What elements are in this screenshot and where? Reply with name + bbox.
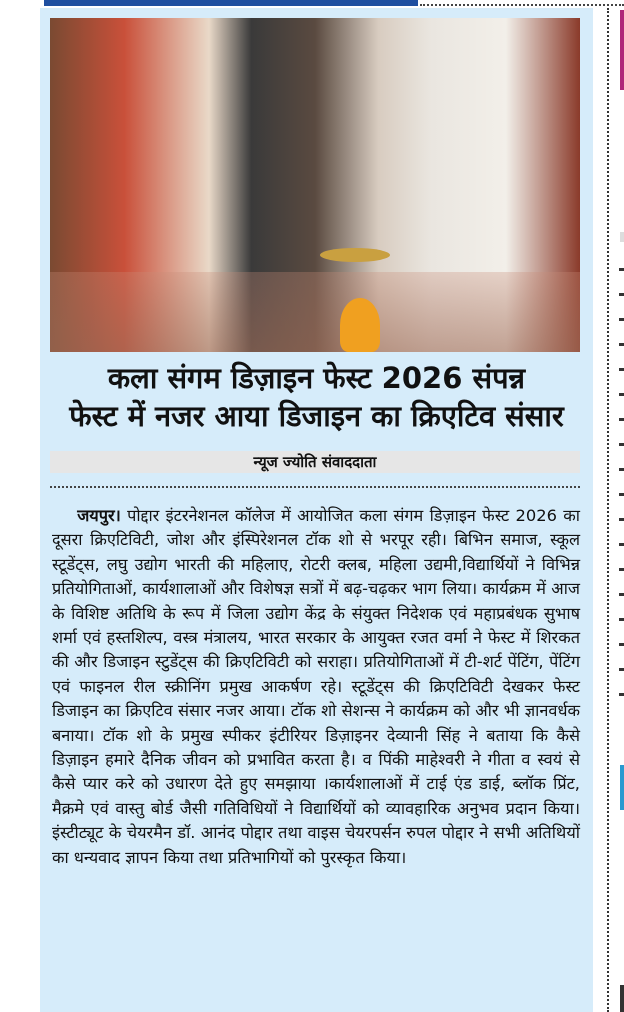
adjacent-text-fragment xyxy=(619,293,624,296)
event-photo xyxy=(50,18,580,352)
byline-divider xyxy=(50,486,580,488)
adjacent-text-fragment xyxy=(619,693,624,696)
dateline: जयपुर। xyxy=(77,506,121,525)
adjacent-story-photo xyxy=(620,985,624,1012)
adjacent-text-fragment xyxy=(619,468,624,471)
adjacent-text-fragment xyxy=(619,318,624,321)
article-body xyxy=(52,504,580,870)
headline: कला संगम डिज़ाइन फेस्ट 2026 संपन्न xyxy=(107,361,526,395)
lamp-icon xyxy=(320,248,390,262)
adjacent-text-fragment xyxy=(619,543,624,546)
adjacent-text-fragment xyxy=(619,493,624,496)
article-text: पोद्दार इंटरनेशनल कॉलेज में आयोजित कला संगम डिज़ाइन फेस्ट 2026 का दूसरा क्रिएटिविटी, जोश और इंस्पिरेशनल टॉक शो से भरपूर रही। बिभिन समाज, स्कूल स्टूडेंट्स, लघु उद्योग भारती की महिलाए, रोटरी क्लब, महिला उद्यमी,विद्यार्थियों ने विभिन्न प्रतियोगिताओं, कार्यशालाओं और विशेषज्ञ सत्रों में बढ़-चढ़कर भाग लिया। कार्यक्रम में आज के विशिष्ट अतिथि के रूप में जिला उद्योग केंद्र के संयुक्त निदेशक एवं महाप्रबंधक सुभाष शर्मा एवं हस्तशिल्प, वस्त्र मंत्रालय, भारत सरकार के आयुक्त रजत वर्मा ने फेस्ट में शिरकत की और डिजाइन स्टुडेंट्स की क्रिएटिविटी को सराहा। प्रतियोगिताओं में टी-शर्ट पेंटिंग, पेंटिंग एवं फाइनल रील स्क्रीनिंग प्रमुख आकर्षण रहे। स्टूडेंट्स की क्रिएटिविटी देखकर फेस्ट डिजाइन का क्रिएटिव संसार नजर आया। टॉक शो सेशन्स ने कार्यक्रम को और भी ज्ञानवर्धक बनाया। टॉक शो के प्रमुख स्पीकर इंटीरियर डिज़ाइनर देव्यानी सिंह ने बताया कि कैसे डिज़ाइन हमारे दैनिक जीवन को प्रभावित करता है। व पिंकी माहेश्वरी ने गीता व स्वयं से कैसे प्यार करे को उधारण देते हुए समझाया ।कार्यशालाओं में टाई एंड डाई, ब्लॉक प्रिंट, मैक्रमे एवं वास्तु बोर्ड जैसी गतिविधियों ने विद्यार्थियों को व्यावहारिक अनुभव प्रदान किया। इंस्टीट्यूट के चेयरमैन डॉ. आनंद पोद्दार तथा वाइस चेयरपर्सन रुपल पोद्दार ने सभी अतिथियों का धन्यवाद ज्ञापन किया तथा प्रतिभागियों को पुरस्कृत किया। xyxy=(52,506,580,867)
adjacent-text-fragment xyxy=(619,518,624,521)
adjacent-text-fragment xyxy=(619,643,624,646)
adjacent-text-fragment xyxy=(619,593,624,596)
news-story xyxy=(40,8,593,1012)
adjacent-text-fragment xyxy=(619,443,624,446)
byline: न्यूज ज्योति संवाददाता xyxy=(50,451,580,473)
adjacent-text-fragment xyxy=(619,618,624,621)
adjacent-text-fragment xyxy=(619,268,624,271)
photo-floor xyxy=(50,272,580,352)
adjacent-text-fragment xyxy=(619,393,624,396)
section-top-bar xyxy=(44,0,418,6)
adjacent-text-fragment xyxy=(619,668,624,671)
adjacent-text-fragment xyxy=(619,368,624,371)
adjacent-story-box xyxy=(620,765,624,810)
subheadline: फेस्ट में नजर आया डिजाइन का क्रिएटिव संसार xyxy=(69,399,564,433)
adjacent-story-byline xyxy=(620,232,624,242)
flower-decoration xyxy=(340,298,380,352)
adjacent-text-fragment xyxy=(619,568,624,571)
adjacent-text-fragment xyxy=(619,343,624,346)
adjacent-story-accent xyxy=(620,10,624,90)
top-divider xyxy=(420,4,624,6)
adjacent-text-fragment xyxy=(619,418,624,421)
column-divider xyxy=(607,8,609,1012)
